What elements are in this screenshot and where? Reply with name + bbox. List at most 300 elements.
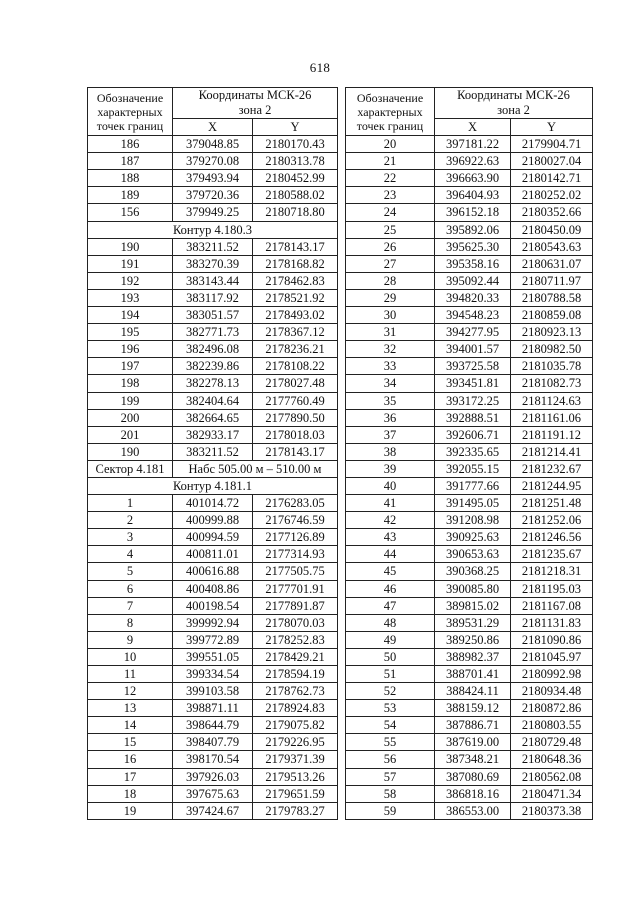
table-row (88, 546, 338, 563)
table-row (346, 255, 593, 272)
point-id-cell: 7 (88, 597, 173, 614)
point-id-cell: 52 (346, 683, 435, 700)
point-id-cell: 4 (88, 546, 173, 563)
y-coordinate-cell: 2179904.71 (511, 136, 593, 153)
point-id-cell: 2 (88, 512, 173, 529)
point-id-cell: 27 (346, 255, 435, 272)
x-coordinate-cell: 400999.88 (173, 512, 253, 529)
point-id-cell: 194 (88, 307, 173, 324)
x-coordinate-cell: 388159.12 (435, 700, 511, 717)
y-coordinate-cell: 2178252.83 (253, 631, 338, 648)
point-id-cell: 30 (346, 307, 435, 324)
point-id-cell: 28 (346, 272, 435, 289)
x-axis-header: X (173, 119, 253, 136)
sector-label-cell: Сектор 4.181 (88, 460, 173, 477)
y-coordinate-cell: 2178070.03 (253, 614, 338, 631)
y-coordinate-cell: 2181235.67 (511, 546, 593, 563)
point-id-cell: 156 (88, 204, 173, 221)
x-coordinate-cell: 379048.85 (173, 136, 253, 153)
point-id-cell: 45 (346, 563, 435, 580)
y-coordinate-cell: 2179513.26 (253, 768, 338, 785)
point-id-cell: 29 (346, 289, 435, 306)
x-coordinate-cell: 379949.25 (173, 204, 253, 221)
x-coordinate-cell: 400198.54 (173, 597, 253, 614)
point-id-cell: 57 (346, 768, 435, 785)
point-id-cell: 193 (88, 289, 173, 306)
point-id-cell: 1 (88, 495, 173, 512)
x-coordinate-cell: 400408.86 (173, 580, 253, 597)
y-coordinate-cell: 2180373.38 (511, 802, 593, 819)
table-row (346, 443, 593, 460)
y-coordinate-cell: 2177891.87 (253, 597, 338, 614)
y-coordinate-cell: 2181045.97 (511, 648, 593, 665)
point-id-cell: 198 (88, 375, 173, 392)
table-row (346, 358, 593, 375)
y-coordinate-cell: 2181161.06 (511, 409, 593, 426)
point-id-cell: 18 (88, 785, 173, 802)
table-body-right (346, 136, 593, 820)
point-id-cell: 5 (88, 563, 173, 580)
x-coordinate-cell: 379270.08 (173, 153, 253, 170)
point-id-cell: 192 (88, 272, 173, 289)
y-coordinate-cell: 2180982.50 (511, 341, 593, 358)
y-coordinate-cell: 2178168.82 (253, 255, 338, 272)
y-coordinate-cell: 2179783.27 (253, 802, 338, 819)
table-row (88, 751, 338, 768)
y-coordinate-cell: 2178108.22 (253, 358, 338, 375)
x-coordinate-cell: 395892.06 (435, 221, 511, 238)
x-axis-header: X (435, 119, 511, 136)
table-row (346, 426, 593, 443)
x-coordinate-cell: 383211.52 (173, 443, 253, 460)
x-coordinate-cell: 398407.79 (173, 734, 253, 751)
x-coordinate-cell: 383211.52 (173, 238, 253, 255)
y-coordinate-cell: 2181131.83 (511, 614, 593, 631)
x-coordinate-cell: 399334.54 (173, 666, 253, 683)
x-coordinate-cell: 389250.86 (435, 631, 511, 648)
table-row (88, 136, 338, 153)
x-coordinate-cell: 391208.98 (435, 512, 511, 529)
contour-row (88, 477, 338, 494)
x-coordinate-cell: 395092.44 (435, 272, 511, 289)
table-row (88, 597, 338, 614)
coordinates-table-right (345, 87, 593, 820)
y-coordinate-cell: 2179651.59 (253, 785, 338, 802)
y-coordinate-cell: 2181082.73 (511, 375, 593, 392)
y-coordinate-cell: 2180252.02 (511, 187, 593, 204)
x-coordinate-cell: 396152.18 (435, 204, 511, 221)
y-coordinate-cell: 2180729.48 (511, 734, 593, 751)
x-coordinate-cell: 387619.00 (435, 734, 511, 751)
table-row (346, 802, 593, 819)
x-coordinate-cell: 382496.08 (173, 341, 253, 358)
point-id-cell: 50 (346, 648, 435, 665)
point-id-cell: 24 (346, 204, 435, 221)
x-coordinate-cell: 392055.15 (435, 460, 511, 477)
point-id-cell: 201 (88, 426, 173, 443)
y-axis-header: Y (511, 119, 593, 136)
coordinates-header-line: зона 2 (238, 103, 272, 117)
point-id-cell: 186 (88, 136, 173, 153)
table-row (88, 358, 338, 375)
x-coordinate-cell: 387080.69 (435, 768, 511, 785)
y-coordinate-cell: 2180872.86 (511, 700, 593, 717)
y-coordinate-cell: 2178462.83 (253, 272, 338, 289)
y-coordinate-cell: 2178027.48 (253, 375, 338, 392)
y-coordinate-cell: 2180027.04 (511, 153, 593, 170)
coordinates-header-line: Координаты МСК-26 (198, 88, 312, 102)
point-id-cell: 44 (346, 546, 435, 563)
y-coordinate-cell: 2181246.56 (511, 529, 593, 546)
point-id-cell: 54 (346, 717, 435, 734)
table-row (346, 597, 593, 614)
table-row (88, 563, 338, 580)
y-coordinate-cell: 2181251.48 (511, 495, 593, 512)
point-id-cell: 53 (346, 700, 435, 717)
point-id-cell: 22 (346, 170, 435, 187)
table-row (346, 768, 593, 785)
point-id-cell: 38 (346, 443, 435, 460)
table-row (88, 683, 338, 700)
x-coordinate-cell: 386818.16 (435, 785, 511, 802)
point-id-cell: 19 (88, 802, 173, 819)
x-coordinate-cell: 387886.71 (435, 717, 511, 734)
x-coordinate-cell: 392606.71 (435, 426, 511, 443)
x-coordinate-cell: 398170.54 (173, 751, 253, 768)
y-coordinate-cell: 2178236.21 (253, 341, 338, 358)
x-coordinate-cell: 396922.63 (435, 153, 511, 170)
table-body-left (88, 136, 338, 820)
table-row (88, 375, 338, 392)
point-id-cell: 21 (346, 153, 435, 170)
x-coordinate-cell: 382239.86 (173, 358, 253, 375)
y-coordinate-cell: 2178762.73 (253, 683, 338, 700)
y-coordinate-cell: 2180648.36 (511, 751, 593, 768)
x-coordinate-cell: 398871.11 (173, 700, 253, 717)
table-row (346, 392, 593, 409)
point-id-cell: 188 (88, 170, 173, 187)
y-coordinate-cell: 2180803.55 (511, 717, 593, 734)
y-coordinate-cell: 2178521.92 (253, 289, 338, 306)
table-row (346, 614, 593, 631)
x-coordinate-cell: 400616.88 (173, 563, 253, 580)
contour-row (88, 221, 338, 238)
table-row (88, 238, 338, 255)
point-id-cell: 13 (88, 700, 173, 717)
point-id-cell: 48 (346, 614, 435, 631)
table-row (346, 683, 593, 700)
table-row (346, 204, 593, 221)
table-row (346, 153, 593, 170)
x-coordinate-cell: 399551.05 (173, 648, 253, 665)
contour-label-cell: Контур 4.180.3 (88, 221, 338, 238)
x-coordinate-cell: 383117.92 (173, 289, 253, 306)
y-coordinate-cell: 2178018.03 (253, 426, 338, 443)
x-coordinate-cell: 383270.39 (173, 255, 253, 272)
point-id-cell: 31 (346, 324, 435, 341)
y-coordinate-cell: 2178367.12 (253, 324, 338, 341)
x-coordinate-cell: 382664.65 (173, 409, 253, 426)
table-row (346, 751, 593, 768)
point-id-cell: 35 (346, 392, 435, 409)
coordinates-header-line: зона 2 (497, 103, 530, 117)
table-row (346, 221, 593, 238)
y-coordinate-cell: 2176283.05 (253, 495, 338, 512)
x-coordinate-cell: 394820.33 (435, 289, 511, 306)
point-id-cell: 43 (346, 529, 435, 546)
y-coordinate-cell: 2180471.34 (511, 785, 593, 802)
table-row (88, 529, 338, 546)
x-coordinate-cell: 395358.16 (435, 255, 511, 272)
point-id-cell: 3 (88, 529, 173, 546)
page-number: 618 (309, 60, 331, 75)
point-id-cell: 39 (346, 460, 435, 477)
table-row (88, 324, 338, 341)
point-id-cell: 12 (88, 683, 173, 700)
table-row (88, 717, 338, 734)
x-coordinate-cell: 394548.23 (435, 307, 511, 324)
y-coordinate-cell: 2180452.99 (253, 170, 338, 187)
y-coordinate-cell: 2180992.98 (511, 666, 593, 683)
designation-header-line: Обозначение (96, 90, 164, 105)
x-coordinate-cell: 390368.25 (435, 563, 511, 580)
y-coordinate-cell: 2180934.48 (511, 683, 593, 700)
y-coordinate-cell: 2177760.49 (253, 392, 338, 409)
coordinates-header (173, 88, 338, 119)
y-coordinate-cell: 2177505.75 (253, 563, 338, 580)
point-id-cell: 187 (88, 153, 173, 170)
designation-header-line: характерных (357, 104, 423, 119)
point-id-cell: 190 (88, 443, 173, 460)
y-coordinate-cell: 2179226.95 (253, 734, 338, 751)
y-coordinate-cell: 2176746.59 (253, 512, 338, 529)
x-coordinate-cell: 382771.73 (173, 324, 253, 341)
table-row (88, 495, 338, 512)
table-row (346, 700, 593, 717)
x-coordinate-cell: 393725.58 (435, 358, 511, 375)
table-row (88, 734, 338, 751)
table-row (346, 717, 593, 734)
table-row (346, 529, 593, 546)
x-coordinate-cell: 397181.22 (435, 136, 511, 153)
designation-header-line: Обозначение (356, 90, 424, 105)
x-coordinate-cell: 395625.30 (435, 238, 511, 255)
y-coordinate-cell: 2180788.58 (511, 289, 593, 306)
designation-header (346, 88, 435, 136)
table-row (88, 580, 338, 597)
x-coordinate-cell: 389815.02 (435, 597, 511, 614)
table-row (346, 666, 593, 683)
x-coordinate-cell: 390653.63 (435, 546, 511, 563)
x-coordinate-cell: 388424.11 (435, 683, 511, 700)
point-id-cell: 47 (346, 597, 435, 614)
designation-header-line: характерных (97, 104, 163, 119)
x-coordinate-cell: 388982.37 (435, 648, 511, 665)
y-coordinate-cell: 2178493.02 (253, 307, 338, 324)
designation-header-line: точек границ (96, 118, 164, 133)
y-coordinate-cell: 2177314.93 (253, 546, 338, 563)
point-id-cell: 15 (88, 734, 173, 751)
y-coordinate-cell: 2181232.67 (511, 460, 593, 477)
y-axis-header: Y (253, 119, 338, 136)
table-row (88, 802, 338, 819)
x-coordinate-cell: 400994.59 (173, 529, 253, 546)
y-coordinate-cell: 2180859.08 (511, 307, 593, 324)
point-id-cell: 36 (346, 409, 435, 426)
x-coordinate-cell: 399992.94 (173, 614, 253, 631)
y-coordinate-cell: 2180313.78 (253, 153, 338, 170)
table-row (88, 307, 338, 324)
point-id-cell: 195 (88, 324, 173, 341)
table-row (88, 426, 338, 443)
y-coordinate-cell: 2179371.39 (253, 751, 338, 768)
point-id-cell: 20 (346, 136, 435, 153)
y-coordinate-cell: 2180711.97 (511, 272, 593, 289)
table-row (346, 238, 593, 255)
point-id-cell: 196 (88, 341, 173, 358)
point-id-cell: 40 (346, 477, 435, 494)
point-id-cell: 189 (88, 187, 173, 204)
x-coordinate-cell: 399772.89 (173, 631, 253, 648)
point-id-cell: 55 (346, 734, 435, 751)
x-coordinate-cell: 388701.41 (435, 666, 511, 683)
point-id-cell: 199 (88, 392, 173, 409)
point-id-cell: 190 (88, 238, 173, 255)
table-row (346, 546, 593, 563)
designation-header-line: точек границ (356, 118, 424, 133)
x-coordinate-cell: 382278.13 (173, 375, 253, 392)
point-id-cell: 8 (88, 614, 173, 631)
table-row (88, 289, 338, 306)
table-row (88, 255, 338, 272)
x-coordinate-cell: 397926.03 (173, 768, 253, 785)
y-coordinate-cell: 2180631.07 (511, 255, 593, 272)
x-coordinate-cell: 398644.79 (173, 717, 253, 734)
sector-row (88, 460, 338, 477)
table-row (88, 631, 338, 648)
x-coordinate-cell: 383143.44 (173, 272, 253, 289)
table-row (346, 460, 593, 477)
point-id-cell: 200 (88, 409, 173, 426)
table-row (346, 170, 593, 187)
x-coordinate-cell: 400811.01 (173, 546, 253, 563)
table-row (346, 375, 593, 392)
point-id-cell: 197 (88, 358, 173, 375)
y-coordinate-cell: 2180543.63 (511, 238, 593, 255)
point-id-cell: 33 (346, 358, 435, 375)
x-coordinate-cell: 396663.90 (435, 170, 511, 187)
point-id-cell: 14 (88, 717, 173, 734)
y-coordinate-cell: 2177701.91 (253, 580, 338, 597)
point-id-cell: 56 (346, 751, 435, 768)
y-coordinate-cell: 2181244.95 (511, 477, 593, 494)
x-coordinate-cell: 399103.58 (173, 683, 253, 700)
point-id-cell: 34 (346, 375, 435, 392)
y-coordinate-cell: 2177890.50 (253, 409, 338, 426)
table-row (346, 563, 593, 580)
y-coordinate-cell: 2181191.12 (511, 426, 593, 443)
point-id-cell: 25 (346, 221, 435, 238)
x-coordinate-cell: 391495.05 (435, 495, 511, 512)
table-header-row (346, 88, 593, 119)
point-id-cell: 191 (88, 255, 173, 272)
table-row (346, 495, 593, 512)
point-id-cell: 23 (346, 187, 435, 204)
table-header-row (88, 88, 338, 119)
x-coordinate-cell: 379493.94 (173, 170, 253, 187)
y-coordinate-cell: 2177126.89 (253, 529, 338, 546)
table-row (88, 700, 338, 717)
x-coordinate-cell: 390925.63 (435, 529, 511, 546)
point-id-cell: 51 (346, 666, 435, 683)
y-coordinate-cell: 2179075.82 (253, 717, 338, 734)
y-coordinate-cell: 2180450.09 (511, 221, 593, 238)
y-coordinate-cell: 2180562.08 (511, 768, 593, 785)
table-row (88, 341, 338, 358)
coordinates-header-line: Координаты МСК-26 (457, 88, 570, 102)
table-row (346, 187, 593, 204)
point-id-cell: 17 (88, 768, 173, 785)
table-row (88, 512, 338, 529)
table-row (346, 289, 593, 306)
y-coordinate-cell: 2181214.41 (511, 443, 593, 460)
point-id-cell: 32 (346, 341, 435, 358)
table-row (346, 136, 593, 153)
y-coordinate-cell: 2180588.02 (253, 187, 338, 204)
point-id-cell: 41 (346, 495, 435, 512)
x-coordinate-cell: 393451.81 (435, 375, 511, 392)
table-row (88, 614, 338, 631)
point-id-cell: 10 (88, 648, 173, 665)
x-coordinate-cell: 389531.29 (435, 614, 511, 631)
table-row (346, 785, 593, 802)
point-id-cell: 49 (346, 631, 435, 648)
x-coordinate-cell: 382404.64 (173, 392, 253, 409)
table-row (88, 170, 338, 187)
y-coordinate-cell: 2180170.43 (253, 136, 338, 153)
y-coordinate-cell: 2181218.31 (511, 563, 593, 580)
x-coordinate-cell: 394001.57 (435, 341, 511, 358)
x-coordinate-cell: 401014.72 (173, 495, 253, 512)
contour-label-cell: Контур 4.181.1 (88, 477, 338, 494)
point-id-cell: 6 (88, 580, 173, 597)
y-coordinate-cell: 2181167.08 (511, 597, 593, 614)
point-id-cell: 58 (346, 785, 435, 802)
point-id-cell: 42 (346, 512, 435, 529)
table-row (88, 392, 338, 409)
x-coordinate-cell: 392335.65 (435, 443, 511, 460)
table-row (346, 341, 593, 358)
y-coordinate-cell: 2178143.17 (253, 238, 338, 255)
table-row (88, 409, 338, 426)
table-row (88, 187, 338, 204)
y-coordinate-cell: 2180352.66 (511, 204, 593, 221)
table-row (346, 512, 593, 529)
table-row (346, 272, 593, 289)
coordinates-table-left (87, 87, 338, 820)
table-row (88, 443, 338, 460)
table-row (346, 580, 593, 597)
table-row (346, 734, 593, 751)
point-id-cell: 11 (88, 666, 173, 683)
y-coordinate-cell: 2180142.71 (511, 170, 593, 187)
point-id-cell: 37 (346, 426, 435, 443)
point-id-cell: 9 (88, 631, 173, 648)
y-coordinate-cell: 2178429.21 (253, 648, 338, 665)
table-row (346, 307, 593, 324)
y-coordinate-cell: 2178924.83 (253, 700, 338, 717)
table-row (346, 477, 593, 494)
